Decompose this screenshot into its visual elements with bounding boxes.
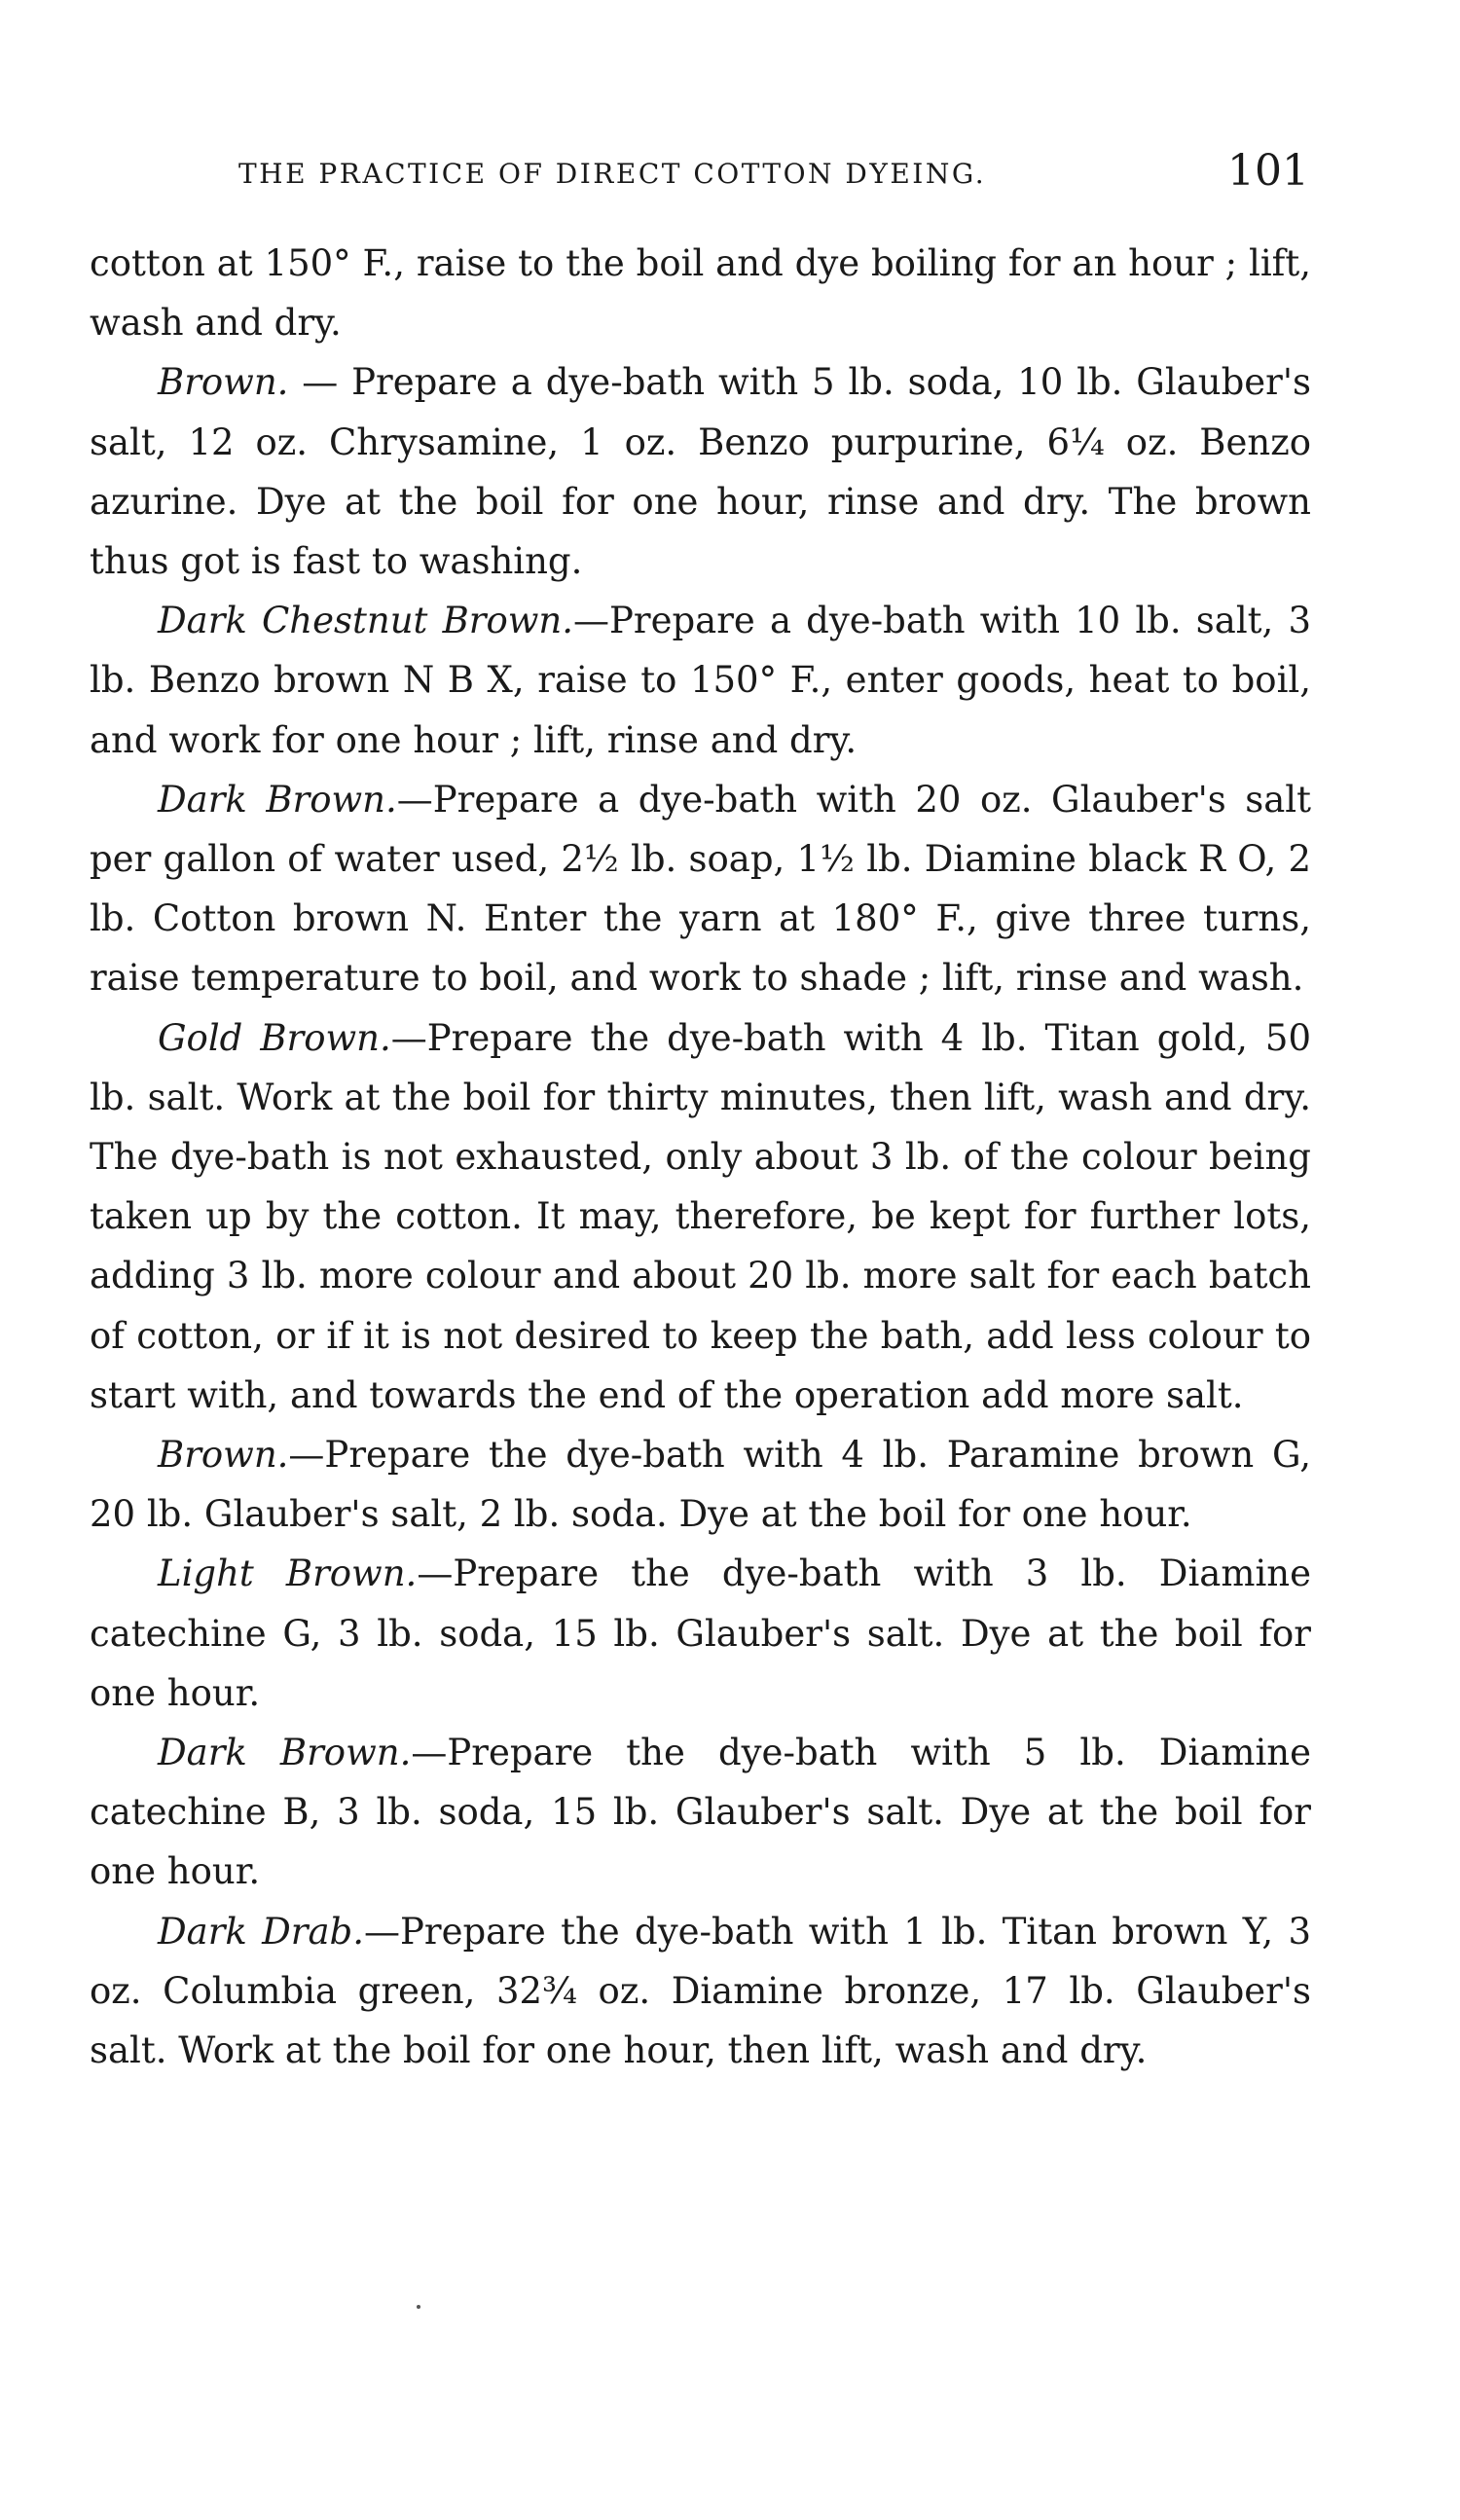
recipe-dark-drab [90, 1902, 1311, 2081]
paragraph-text: cotton at 150° F., raise to the boil and dye boiling for an hour ; lift, wash and dry. [90, 242, 1311, 345]
recipe-text: —Prepare the dye-bath with 5 lb. Diamine catechine B, 3 lb. soda, 15 lb. Glauber's salt. Dye at the boil for one hour. [90, 1732, 1312, 1893]
recipe-heading: Brown. [158, 361, 289, 404]
paragraph-continuation [90, 234, 1311, 352]
recipe-text: —Prepare the dye-bath with 1 lb. Titan brown Y, 3 oz. Columbia green, 32¾ oz. Diamine bronze, 17 lb. Glauber's salt. Work at the boil for one hour, then lift, wash and dry. [90, 1910, 1311, 2072]
recipe-dark-chestnut-brown [90, 591, 1311, 770]
recipe-heading: Dark Chestnut Brown. [158, 600, 573, 642]
recipe-text: —Prepare the dye-bath with 4 lb. Titan gold, 50 lb. salt. Work at the boil for thirty minutes, then lift, wash and dry. The dye-bath is not exhausted, only about 3 lb. of the colour being taken up by the cotton. It may, therefore, be kept for further lots, adding 3 lb. more colour and about 20 lb. more salt for each batch of cotton, or if it is not desired to keep the bath, add less colour to start with, and towards the end of the operation add more salt. [90, 1016, 1311, 1416]
body-text [90, 234, 1311, 2080]
recipe-brown-paramine [90, 1425, 1311, 1544]
recipe-heading: Dark Drab. [158, 1910, 364, 1953]
page-number: 101 [1227, 146, 1309, 196]
recipe-light-brown [90, 1544, 1311, 1723]
recipe-heading: Light Brown. [158, 1552, 418, 1595]
paper-speck [417, 2305, 420, 2309]
running-head [238, 146, 1309, 204]
recipe-text: —Prepare a dye-bath with 20 oz. Glauber's salt per gallon of water used, 2½ lb. soap, 1½ lb. Diamine black R O, 2 lb. Cotton brown N. Enter the yarn at 180° F., give three turns, raise temperature to boil, and work to shade ; lift, rinse and wash. [90, 778, 1311, 1000]
recipe-heading: Dark Brown. [158, 778, 397, 821]
recipe-dark-brown-1 [90, 770, 1311, 1008]
recipe-heading: Gold Brown. [158, 1016, 391, 1059]
running-title: THE PRACTICE OF DIRECT COTTON DYEING. [238, 158, 987, 190]
recipe-gold-brown [90, 1008, 1311, 1425]
recipe-heading: Dark Brown. [158, 1732, 412, 1774]
recipe-text: —Prepare the dye-bath with 4 lb. Paramine brown G, 20 lb. Glauber's salt, 2 lb. soda. Dye at the boil for one hour. [90, 1434, 1311, 1536]
recipe-text: —Prepare the dye-bath with 3 lb. Diamine catechine G, 3 lb. soda, 15 lb. Glauber's salt. Dye at the boil for one hour. [90, 1552, 1311, 1714]
recipe-heading: Brown. [158, 1434, 289, 1477]
recipe-text: — Prepare a dye-bath with 5 lb. soda, 10 lb. Glauber's salt, 12 oz. Chrysamine, 1 oz. Benzo purpurine, 6¼ oz. Benzo azurine. Dye at the boil for one hour, rinse and dry. The brown thus got is fast to washing. [90, 361, 1311, 583]
recipe-text: —Prepare a dye-bath with 10 lb. salt, 3 lb. Benzo brown N B X, raise to 150° F., enter goods, heat to boil, and work for one hour ; lift, rinse and dry. [90, 600, 1311, 761]
recipe-dark-brown-2 [90, 1723, 1311, 1902]
recipe-brown [90, 352, 1311, 591]
